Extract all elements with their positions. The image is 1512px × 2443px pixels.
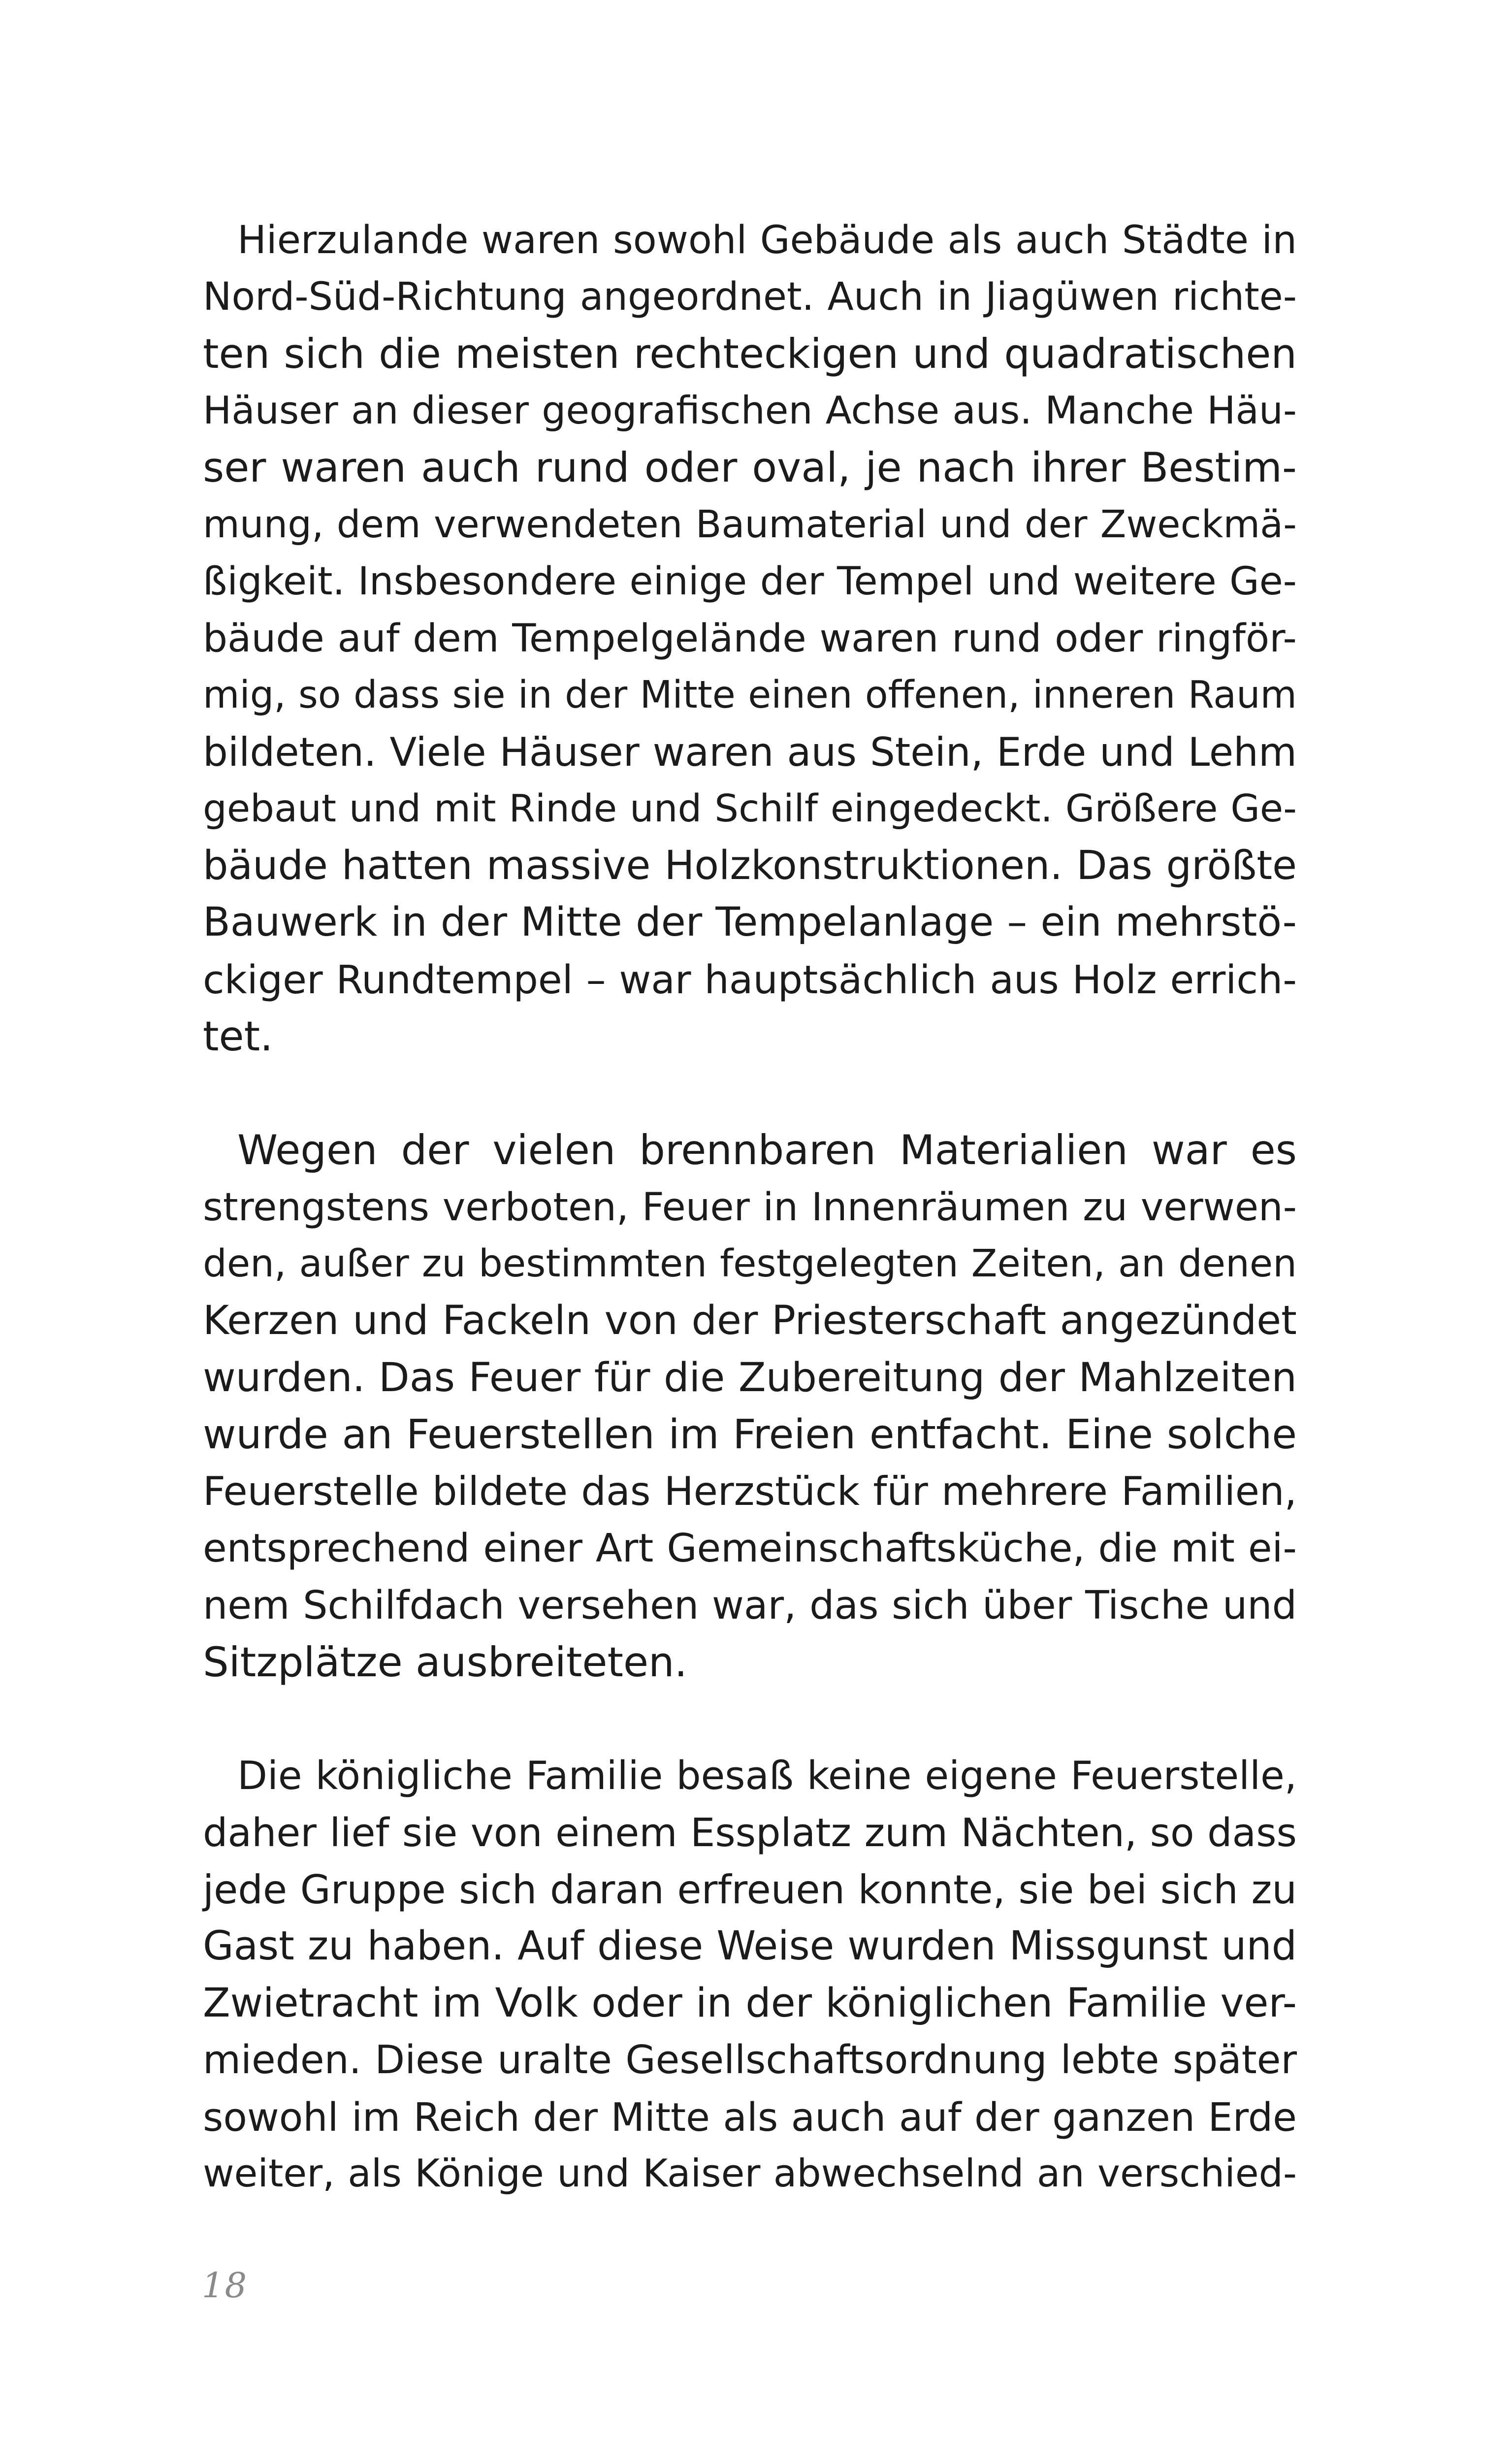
text-line: Gast zu haben. Auf diese Weise wurden Missgunst und bbox=[203, 1923, 1297, 1969]
text-line: Zwietracht im Volk oder in der königlichen Familie ver- bbox=[203, 1980, 1297, 2026]
text-line: tet. bbox=[203, 1012, 273, 1060]
text-line: nem Schilfdach versehen war, das sich über Tische und bbox=[203, 1582, 1297, 1628]
text-line: bäude hatten massive Holzkonstruktionen. Das größte bbox=[203, 842, 1297, 889]
text-line: ßigkeit. Insbesondere einige der Tempel und weitere Ge- bbox=[203, 559, 1297, 604]
text-line: Feuerstelle bildete das Herzstück für mehrere Familien, bbox=[203, 1468, 1297, 1514]
text-line: Nord-Süd-Richtung angeordnet. Auch in Jiagüwen richte- bbox=[203, 274, 1297, 319]
text-line: weiter, als Könige und Kaiser abwechselnd an verschied- bbox=[203, 2151, 1297, 2196]
text-line: Häuser an dieser geografischen Achse aus. Manche Häu- bbox=[203, 388, 1297, 433]
text-line: Kerzen und Fackeln von der Priesterschaft angezündet bbox=[203, 1297, 1297, 1344]
page-number: 18 bbox=[202, 2265, 248, 2306]
paragraph-1 bbox=[203, 212, 1297, 1065]
paragraph-gap bbox=[203, 1065, 1297, 1122]
text-line: Wegen der vielen brennbaren Materialien war es bbox=[237, 1126, 1297, 1174]
text-line: wurden. Das Feuer für die Zubereitung der Mahlzeiten bbox=[203, 1354, 1297, 1401]
text-line: Die königliche Familie besaß keine eigene Feuerstelle, bbox=[237, 1753, 1297, 1798]
text-line: mig, so dass sie in der Mitte einen offenen, inneren Raum bbox=[203, 673, 1297, 717]
text-line: den, außer zu bestimmten festgelegten Zeiten, an denen bbox=[203, 1242, 1297, 1286]
text-line: daher lief sie von einem Essplatz zum Nächten, so dass bbox=[203, 1810, 1297, 1856]
paragraph-gap bbox=[203, 1691, 1297, 1748]
text-line: Sitzplätze ausbreiteten. bbox=[203, 1638, 688, 1686]
body-text bbox=[203, 212, 1297, 2203]
text-line: entsprechend einer Art Gemeinschaftsküche, die mit ei- bbox=[203, 1525, 1297, 1571]
text-line: gebaut und mit Rinde und Schilf eingedeckt. Größere Ge- bbox=[203, 787, 1297, 831]
paragraph-3 bbox=[203, 1748, 1297, 2203]
text-line: jede Gruppe sich daran erfreuen konnte, sie bei sich zu bbox=[203, 1866, 1297, 1913]
text-line: wurde an Feuerstellen im Freien entfacht. Eine solche bbox=[203, 1411, 1297, 1458]
text-line: mieden. Diese uralte Gesellschaftsordnung lebte später bbox=[203, 2037, 1297, 2083]
text-line: bäude auf dem Tempelgelände waren rund oder ringför- bbox=[203, 615, 1297, 661]
text-line: strengstens verboten, Feuer in Innenräumen zu verwen- bbox=[203, 1184, 1297, 1230]
text-line: bildeten. Viele Häuser waren aus Stein, Erde und Lehm bbox=[203, 729, 1297, 775]
text-line: mung, dem verwendeten Baumaterial und der Zweckmä- bbox=[203, 502, 1297, 547]
text-line: ckiger Rundtempel – war hauptsächlich aus Holz errich- bbox=[203, 956, 1297, 1003]
text-line: sowohl im Reich der Mitte als auch auf der ganzen Erde bbox=[203, 2094, 1297, 2140]
paragraph-2 bbox=[203, 1122, 1297, 1691]
text-line: Hierzulande waren sowohl Gebäude als auch Städte in bbox=[237, 218, 1297, 262]
text-line: ser waren auch rund oder oval, je nach ihrer Bestim- bbox=[203, 444, 1297, 491]
text-line: Bauwerk in der Mitte der Tempelanlage – ein mehrstö- bbox=[203, 899, 1297, 945]
text-line: ten sich die meisten rechteckigen und quadratischen bbox=[203, 330, 1297, 378]
